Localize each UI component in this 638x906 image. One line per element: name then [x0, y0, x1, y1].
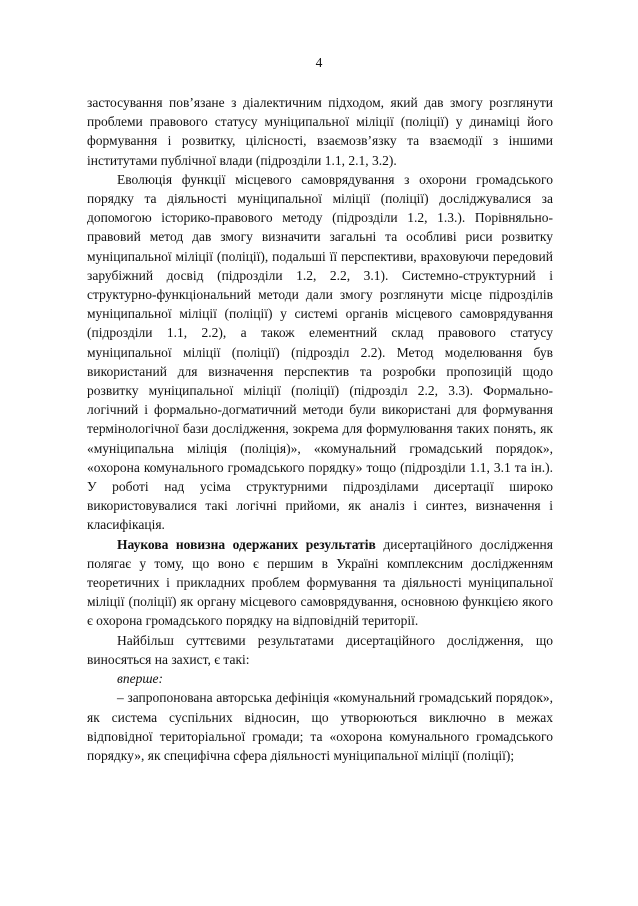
paragraph-first-time-label: вперше:	[117, 671, 164, 687]
paragraph-methods-end: застосування пов’язане з діалектичним підходом, який дав змогу розглянути проблеми правового статусу муніципальної міліції (поліції) у динаміці його формування і розвитку, цілісності, взаємозв’язку та взаємодії з іншими інститутами публічної влади (підрозділи 1.1, 2.1, 3.2).	[87, 95, 553, 168]
novelty-text: дисертаційного дослідження полягає у тому, що воно є першим в Україні комплексним дослідженням теоретичних і прикладних проблем формування та діяльності муніципальної міліції (поліції) як органу місцевого самоврядування, основною функцією якого є охорона громадського порядку на відповідній території.	[87, 536, 553, 629]
paragraph-definition-item: – запропонована авторська дефініція «комунальний громадський порядок», як система суспільних відносин, що утворюються виключно в межах відповідної територіальної громади; та «охорона комунального громадського порядку», як специфічна сфера діяльності муніципальної міліції (поліції);	[87, 690, 553, 763]
page-number: 4	[315, 55, 323, 70]
paragraph-research-methods: Еволюція функції місцевого самоврядування з охорони громадського порядку та діяльності муніципальної міліції (поліції) досліджувалися за допомогою історико-правового методу (підрозділи 1.2, 1.3.). Порівняльно-правовий метод дав змогу визначити загальні та особливі риси розвитку муніципальної міліції (поліції), подальші її перспективи, враховуючи передовий зарубіжний досвід (підрозділи 1.2, 2.2, 3.1). Системно-структурний і структурно-функціональний методи дали змогу розглянути місце підрозділів муніципальної міліції (поліції) у системі органів місцевого самоврядування (підрозділи 1.1, 2.2), а також елементний склад правового статусу муніципальної міліції (поліції) (підрозділ 2.2). Метод моделювання був використаний для визначення перспектив та розробки пропозицій щодо розвитку муніципальної міліції (поліції) (підрозділ 2.2, 3.3). Формально-логічний і формально-догматичний методи були використані для формування термінологічної бази дослідження, зокрема для формулювання таких понять, як «муніципальна міліція (поліція)», «комунальний громадський порядок», «охорона комунального громадського порядку» тощо (підрозділи 1.1, 3.1 та ін.). У роботі над усіма структурними підрозділами дисертації широко використовувалися такі логічні прийоми, як аналіз і синтез, визначення і класифікація.	[87, 171, 553, 533]
paragraph-results-intro: Найбільш суттєвими результатами дисертаційного дослідження, що виносяться на захист, є такі:	[87, 632, 553, 667]
body-text	[87, 93, 553, 765]
novelty-heading: Наукова новизна одержаних результатів	[117, 536, 376, 552]
paragraph-scientific-novelty	[87, 535, 553, 631]
